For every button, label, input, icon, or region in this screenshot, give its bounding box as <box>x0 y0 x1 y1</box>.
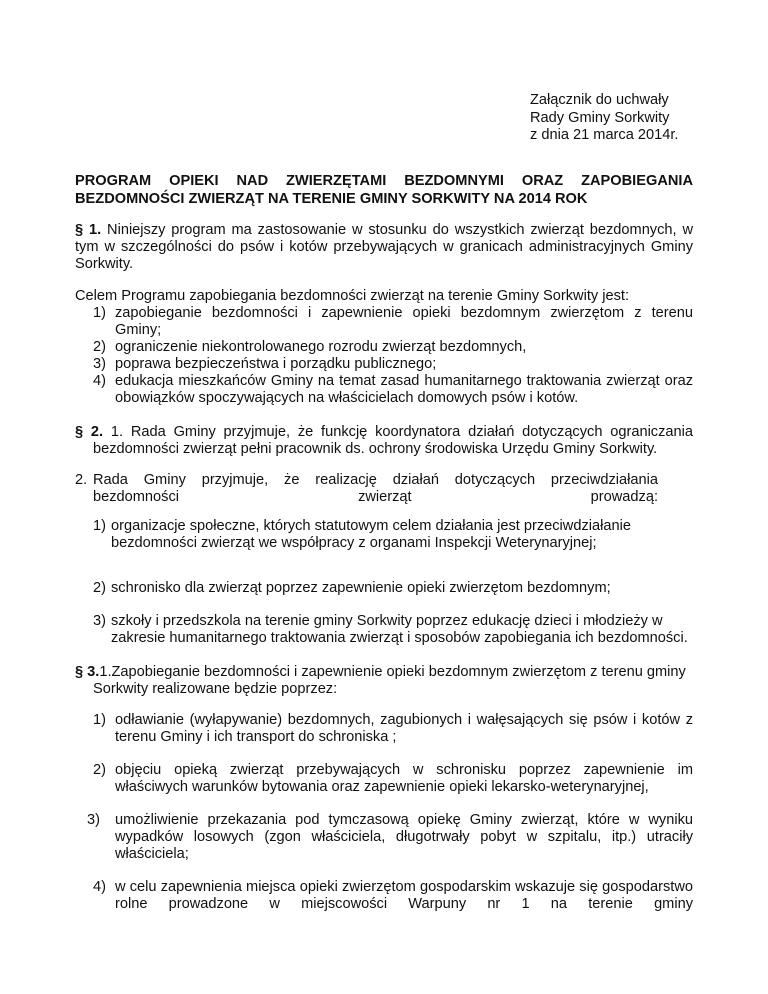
list-item: 3) poprawa bezpieczeństwa i porządku publicznego; <box>93 356 437 372</box>
list-item: 3) szkoły i przedszkola na terenie gminy Sorkwity poprzez edukację dzieci i młodzieży w zakresie humanitarnego traktowania zwierząt i sposobów zapobiegania ich bezdomności. <box>93 613 688 646</box>
annex-line: Załącznik do uchwały <box>530 92 669 108</box>
section-1 <box>75 222 693 273</box>
list-item: 2) schronisko dla zwierząt poprzez zapewnienie opieki zwierzętom bezdomnym; <box>93 580 611 596</box>
goals-block <box>75 288 693 407</box>
section-text: 1.Zapobieganie bezdomności i zapewnienie opieki bezdomnym zwierzętom z terenu gminy Sorkwity realizowane będzie poprzez: <box>93 664 686 697</box>
section-2-p2: 2. Rada Gminy przyjmuje, że realizację działań dotyczących przeciwdziałania bezdomności zwierząt prowadzą: <box>75 472 658 505</box>
section-2 <box>75 424 693 458</box>
list-item: 1) odławianie (wyłapywanie) bezdomnych, zagubionych i wałęsających się psów i kotów z terenu Gminy i ich transport do schroniska ; <box>93 712 693 745</box>
list-item: 1) organizacje społeczne, których statutowym celem działania jest przeciwdziałanie bezdomności zwierząt we współpracy z organami Inspekcji Weterynaryjnej; <box>93 518 631 551</box>
section-mark: § 1. <box>75 222 102 238</box>
section-3 <box>75 664 693 698</box>
list-item: 4) edukacja mieszkańców Gminy na temat zasad humanitarnego traktowania zwierząt oraz obowiązków spoczywających na właścicielach domowych psów i kotów. <box>93 373 693 406</box>
section-text: Niniejszy program ma zastosowanie w stosunku do wszystkich zwierząt bezdomnych, w tym w szczególności do psów i kotów przebywających w granicach administracyjnych Gminy Sorkwity. <box>75 222 693 272</box>
section-mark: § 3. <box>75 664 100 680</box>
annex-line: z dnia 21 marca 2014r. <box>530 127 679 143</box>
section-2-list <box>93 518 693 647</box>
list-item: 2) ograniczenie niekontrolowanego rozrodu zwierząt bezdomnych, <box>93 339 527 355</box>
title-line-2: BEZDOMNOŚCI ZWIERZĄT NA TERENIE GMINY SORKWITY NA 2014 ROK <box>75 191 588 207</box>
document-title <box>75 172 693 208</box>
list-item: 1) zapobieganie bezdomności i zapewnienie opieki bezdomnym zwierzętom z terenu Gminy; <box>93 305 693 338</box>
section-3-list <box>87 712 693 913</box>
section-mark: § 2. <box>75 424 104 440</box>
list-item: 3) umożliwienie przekazania pod tymczasową opiekę Gminy zwierząt, które w wyniku wypadków losowych (zgon właściciela, długotrwały pobyt w szpitalu, itp.) utraciły właściciela; <box>87 812 693 862</box>
list-item: 2) objęciu opieką zwierząt przebywających w schronisku poprzez zapewnienie im właściwych warunków bytowania oraz zapewnienie opieki lekarsko-weterynaryjnej, <box>93 762 693 795</box>
goals-intro: Celem Programu zapobiegania bezdomności zwierząt na terenie Gminy Sorkwity jest: <box>75 288 629 304</box>
list-item: 4) w celu zapewnienia miejsca opieki zwierzętom gospodarskim wskazuje się gospodarstwo rolne prowadzone w miejscowości Warpuny nr 1 na terenie gminy <box>93 879 693 912</box>
title-line-1: PROGRAM OPIEKI NAD ZWIERZĘTAMI BEZDOMNYMI ORAZ ZAPOBIEGANIA <box>75 173 693 189</box>
annex-header <box>530 92 678 145</box>
annex-line: Rady Gminy Sorkwity <box>530 109 670 126</box>
section-text: 1. Rada Gminy przyjmuje, że funkcję koordynatora działań dotyczących ograniczania bezdomności zwierząt pełni pracownik ds. ochrony środowiska Urzędu Gminy Sorkwity. <box>93 424 693 457</box>
